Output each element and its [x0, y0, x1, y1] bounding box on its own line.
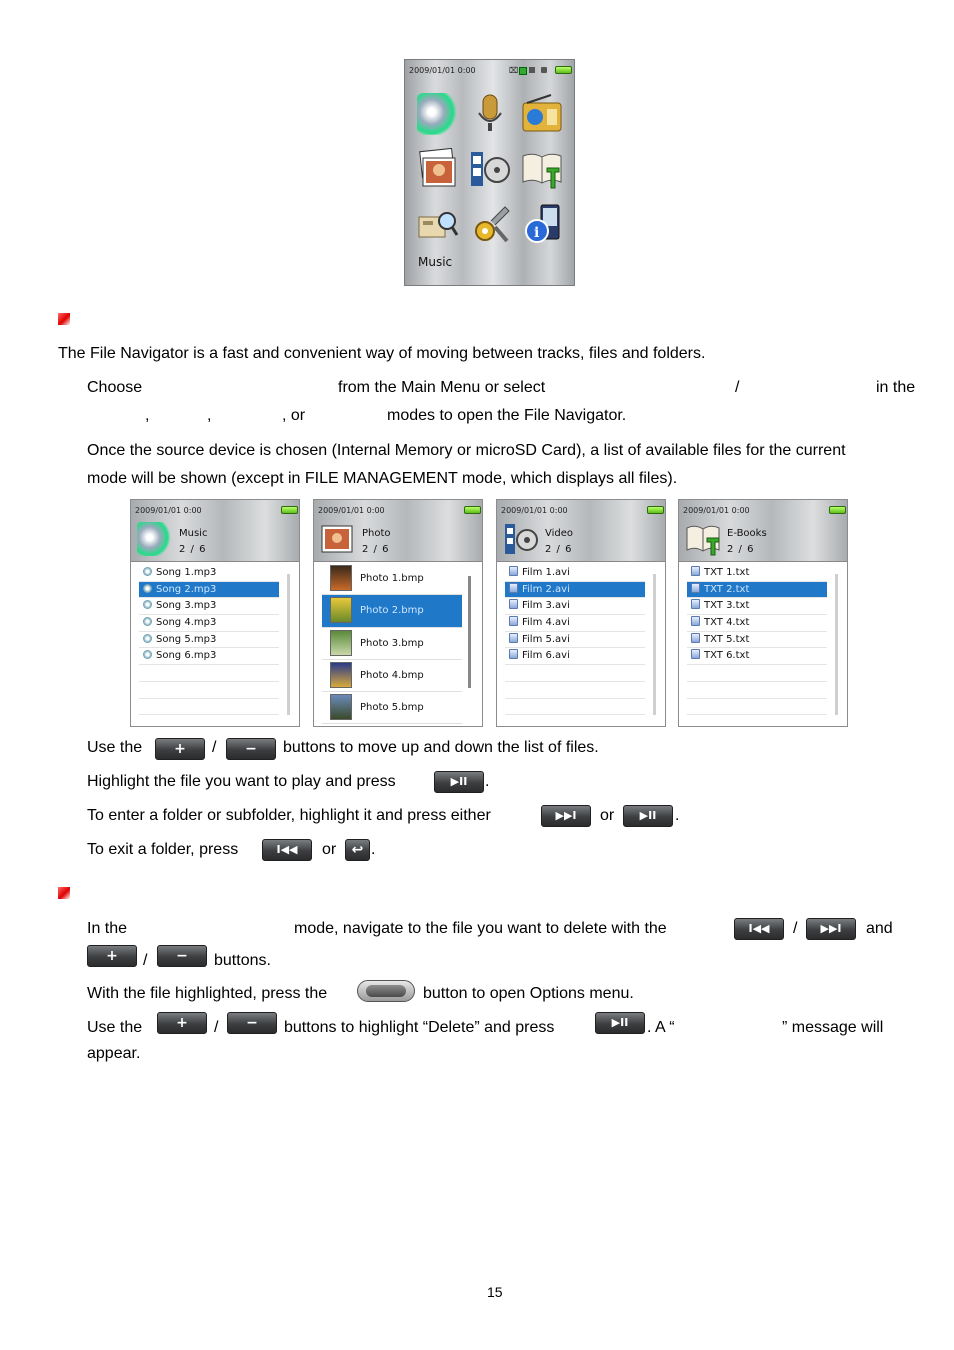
- list-item[interactable]: Song 1.mp3: [139, 565, 279, 582]
- film-file-icon: [509, 599, 518, 609]
- screen-datetime: 2009/01/01 0:00: [135, 506, 202, 515]
- list-item[interactable]: TXT 4.txt: [687, 615, 827, 632]
- empty-row: [139, 682, 279, 699]
- film-file-icon: [509, 566, 518, 576]
- empty-row: [687, 699, 827, 716]
- choose-text-5: ,: [145, 407, 150, 424]
- file-list: [322, 563, 462, 724]
- radio-icon[interactable]: [521, 93, 563, 135]
- item-count: 2 / 6: [179, 544, 207, 555]
- scrollbar[interactable]: [287, 574, 290, 715]
- sd-icon: [519, 67, 527, 75]
- list-item[interactable]: Film 5.avi: [505, 632, 645, 649]
- source-text-1: Once the source device is chosen (Internal Memory or microSD Card), a list of available files for the current: [87, 442, 846, 459]
- slash-text: /: [143, 952, 148, 969]
- screen-header: [131, 500, 299, 562]
- screen-header: [314, 500, 482, 562]
- battery-icon: [647, 506, 664, 514]
- empty-row: [139, 665, 279, 682]
- list-item[interactable]: Photo 4.bmp: [322, 660, 462, 692]
- video-icon[interactable]: [469, 148, 511, 190]
- svg-text:i: i: [534, 225, 540, 241]
- choose-text-2: from the Main Menu or select: [338, 379, 546, 396]
- selected-menu-label: Music: [418, 255, 453, 269]
- microphone-icon[interactable]: [469, 93, 511, 135]
- options-text-2: button to open Options menu.: [423, 985, 634, 1002]
- ebook-icon: [685, 522, 721, 556]
- next-button-icon: ▶▶I: [541, 805, 591, 827]
- photo-browser-screen: [313, 499, 483, 727]
- ebook-icon[interactable]: [521, 148, 563, 190]
- photo-thumbnail: [330, 694, 352, 720]
- prev-button-icon: I◀◀: [734, 918, 784, 940]
- photo-thumbnail: [330, 565, 352, 591]
- text-file-icon: [691, 616, 700, 626]
- screen-header: [497, 500, 665, 562]
- film-file-icon: [509, 633, 518, 643]
- item-count: 2 / 6: [727, 544, 755, 555]
- empty-row: [687, 682, 827, 699]
- slash-text: /: [214, 1019, 219, 1036]
- list-item-selected[interactable]: TXT 2.txt: [687, 582, 827, 599]
- settings-icon[interactable]: [469, 203, 511, 245]
- choose-text-4: in the: [876, 379, 916, 396]
- list-item[interactable]: Film 1.avi: [505, 565, 645, 582]
- delete-text-1: In the: [87, 920, 128, 937]
- list-item[interactable]: TXT 6.txt: [687, 648, 827, 665]
- main-menu-screenshot: [404, 59, 575, 286]
- text-file-icon: [691, 649, 700, 659]
- page-number: 15: [487, 1284, 503, 1300]
- battery-icon: [464, 506, 481, 514]
- scrollbar[interactable]: [653, 574, 656, 715]
- screen-title: Music: [179, 528, 208, 539]
- screen-datetime: 2009/01/01 0:00: [683, 506, 750, 515]
- empty-row: [505, 665, 645, 682]
- screen-header: [679, 500, 847, 562]
- list-item-selected[interactable]: Photo 2.bmp: [322, 595, 462, 627]
- enter-folder-text: To enter a folder or subfolder, highlight it and press either: [87, 807, 491, 824]
- and-text: and: [866, 920, 893, 937]
- or-text: or: [600, 807, 615, 824]
- nav-use-text: Use the: [87, 739, 143, 756]
- film-file-icon: [509, 616, 518, 626]
- empty-row: [505, 682, 645, 699]
- scrollbar[interactable]: [835, 574, 838, 715]
- photo-thumbnail: [330, 630, 352, 656]
- file-list: [139, 565, 279, 715]
- music-icon[interactable]: [417, 93, 459, 135]
- text-file-icon: [691, 583, 700, 593]
- film-file-icon: [509, 649, 518, 659]
- item-count: 2 / 6: [362, 544, 390, 555]
- play-pause-button-icon: ▶II: [434, 771, 484, 793]
- battery-icon: [555, 66, 572, 74]
- cd-icon: [143, 567, 152, 576]
- delete-highlight-text: buttons to highlight “Delete” and press: [284, 1019, 555, 1036]
- scrollbar[interactable]: [468, 576, 471, 688]
- plus-button-icon: +: [87, 945, 137, 967]
- screen-title: Video: [545, 528, 574, 539]
- screen-title: E-Books: [727, 528, 767, 539]
- cd-icon: [143, 650, 152, 659]
- headphone-icon: [541, 67, 547, 73]
- screen-datetime: 2009/01/01 0:00: [501, 506, 568, 515]
- list-item[interactable]: TXT 1.txt: [687, 565, 827, 582]
- list-item[interactable]: Film 3.avi: [505, 598, 645, 615]
- item-count: 2 / 6: [545, 544, 573, 555]
- choose-text-7: , or: [282, 407, 306, 424]
- empty-row: [687, 665, 827, 682]
- list-item[interactable]: Song 3.mp3: [139, 598, 279, 615]
- photo-icon: [320, 522, 356, 556]
- status-datetime: 2009/01/01 0:00: [409, 66, 476, 75]
- options-text: With the file highlighted, press the: [87, 985, 328, 1002]
- list-item[interactable]: Photo 5.bmp: [322, 692, 462, 724]
- delete-text-2: mode, navigate to the file you want to delete with the: [294, 920, 667, 937]
- play-text-end: .: [485, 773, 490, 790]
- lock-icon: [529, 67, 535, 73]
- minus-button-icon: −: [227, 1012, 277, 1034]
- options-button-icon: [357, 980, 415, 1002]
- intro-text: The File Navigator is a fast and convenient way of moving between tracks, files and folders.: [58, 345, 706, 362]
- battery-icon: [281, 506, 298, 514]
- enter-folder-text-end: .: [675, 807, 680, 824]
- minus-button-icon: −: [157, 945, 207, 967]
- photo-icon[interactable]: [417, 148, 459, 190]
- video-browser-screen: [496, 499, 666, 727]
- cd-icon: [143, 584, 152, 593]
- or-text: or: [322, 841, 337, 858]
- empty-row: [139, 699, 279, 716]
- music-browser-screen: [130, 499, 300, 727]
- buttons-text: buttons.: [214, 952, 271, 969]
- plus-button-icon: +: [157, 1012, 207, 1034]
- usb-icon: ⌧: [509, 66, 519, 75]
- video-icon: [503, 522, 539, 556]
- list-item[interactable]: Photo 1.bmp: [322, 563, 462, 595]
- section-bullet: [58, 313, 70, 325]
- ebook-browser-screen: [678, 499, 848, 727]
- file-list: [687, 565, 827, 715]
- list-item[interactable]: Film 4.avi: [505, 615, 645, 632]
- source-text-2: mode will be shown (except in FILE MANAGEMENT mode, which displays all files).: [87, 470, 678, 487]
- minus-button-icon: −: [226, 738, 276, 760]
- list-item[interactable]: Film 6.avi: [505, 648, 645, 665]
- delete-use-text: Use the: [87, 1019, 143, 1036]
- screen-title: Photo: [362, 528, 391, 539]
- list-item[interactable]: TXT 5.txt: [687, 632, 827, 649]
- list-item[interactable]: Song 6.mp3: [139, 648, 279, 665]
- exit-folder-text-end: .: [371, 841, 376, 858]
- choose-text-1: Choose: [87, 379, 143, 396]
- choose-text-8: modes to open the File Navigator.: [387, 407, 627, 424]
- play-text: Highlight the file you want to play and press: [87, 773, 396, 790]
- section-bullet: [58, 887, 70, 899]
- text-file-icon: [691, 566, 700, 576]
- exit-folder-text: To exit a folder, press: [87, 841, 239, 858]
- list-item-selected[interactable]: Film 2.avi: [505, 582, 645, 599]
- film-file-icon: [509, 583, 518, 593]
- nav-use-text-2: buttons to move up and down the list of files.: [283, 739, 599, 756]
- delete-message-text: . A “: [647, 1019, 675, 1036]
- file-list: [505, 565, 645, 715]
- choose-text-3: /: [735, 379, 740, 396]
- appear-text: appear.: [87, 1045, 141, 1062]
- next-button-icon: ▶▶I: [806, 918, 856, 940]
- screen-datetime: 2009/01/01 0:00: [318, 506, 385, 515]
- battery-icon: [829, 506, 846, 514]
- slash-text: /: [793, 920, 798, 937]
- choose-text-6: ,: [207, 407, 212, 424]
- info-icon[interactable]: [521, 203, 563, 245]
- list-item-selected[interactable]: Song 2.mp3: [139, 582, 279, 599]
- play-pause-button-icon: ▶II: [623, 805, 673, 827]
- list-item[interactable]: Song 4.mp3: [139, 615, 279, 632]
- empty-row: [505, 699, 645, 716]
- plus-button-icon: +: [155, 738, 205, 760]
- text-file-icon: [691, 633, 700, 643]
- text-file-icon: [691, 599, 700, 609]
- delete-message-text-2: ” message will: [782, 1019, 884, 1036]
- file-search-icon[interactable]: [417, 203, 459, 245]
- music-icon: [137, 522, 173, 556]
- status-bar: [405, 60, 574, 80]
- photo-thumbnail: [330, 597, 352, 623]
- list-item[interactable]: Photo 3.bmp: [322, 628, 462, 660]
- back-button-icon: ↩: [345, 839, 370, 861]
- photo-thumbnail: [330, 662, 352, 688]
- list-item[interactable]: TXT 3.txt: [687, 598, 827, 615]
- cd-icon: [143, 600, 152, 609]
- play-pause-button-icon: ▶II: [595, 1012, 645, 1034]
- cd-icon: [143, 617, 152, 626]
- prev-button-icon: I◀◀: [262, 839, 312, 861]
- list-item[interactable]: Song 5.mp3: [139, 632, 279, 649]
- slash-text: /: [212, 739, 217, 756]
- cd-icon: [143, 634, 152, 643]
